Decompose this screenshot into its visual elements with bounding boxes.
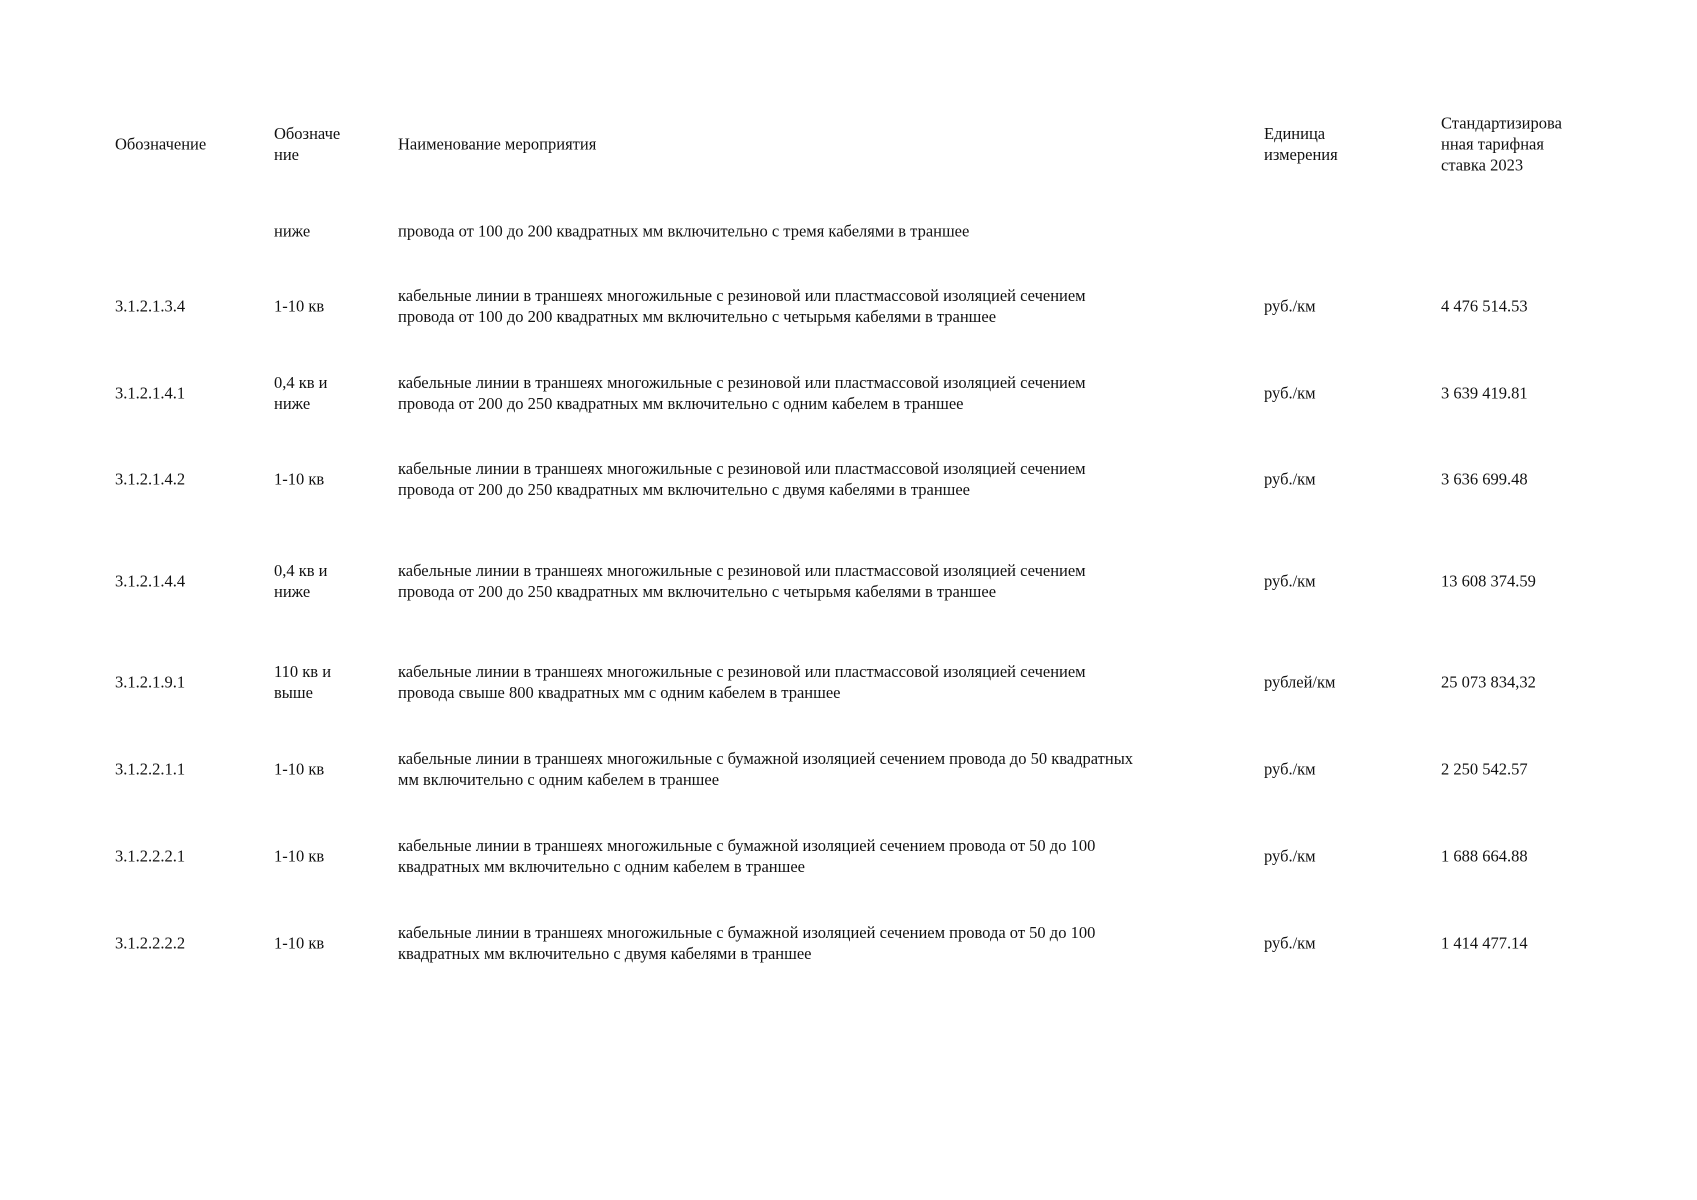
row-activity-name: кабельные линии в траншеях многожильные с резиновой или пластмассовой изоляцией сечением провода от 100 до 200 квадратных мм включительно с четырьмя кабелями в траншее [398,286,1086,326]
row-voltage: 1-10 кв [274,846,325,866]
row-activity-name: провода от 100 до 200 квадратных мм включительно с тремя кабелями в траншее [398,221,970,241]
row-unit: рублей/км [1264,672,1336,692]
row-voltage: ниже [274,221,311,241]
row-unit: руб./км [1264,571,1316,591]
row-voltage: 1-10 кв [274,933,325,953]
row-code: 3.1.2.1.9.1 [115,672,186,692]
row-activity-name: кабельные линии в траншеях многожильные с бумажной изоляцией сечением провода от 50 до 100 квадратных мм включительно с двумя кабелями в траншее [398,923,1096,963]
row-rate: 3 636 699.48 [1441,469,1528,489]
row-code: 3.1.2.1.3.4 [115,296,186,316]
row-activity-name: кабельные линии в траншеях многожильные с резиновой или пластмассовой изоляцией сечением провода свыше 800 квадратных мм с одним кабелем в траншее [398,662,1086,702]
row-unit: руб./км [1264,846,1316,866]
row-voltage: 1-10 кв [274,296,325,316]
row-unit: руб./км [1264,296,1316,316]
row-rate: 4 476 514.53 [1441,296,1528,316]
row-code: 3.1.2.2.1.1 [115,759,186,779]
row-rate: 2 250 542.57 [1441,759,1528,779]
row-code: 3.1.2.2.2.2 [115,933,186,953]
header-designation: Обозначение [115,134,207,154]
row-code: 3.1.2.1.4.1 [115,383,186,403]
row-unit: руб./км [1264,469,1316,489]
row-activity-name: кабельные линии в траншеях многожильные с резиновой или пластмассовой изоляцией сечением провода от 200 до 250 квадратных мм включительно с четырьмя кабелями в траншее [398,561,1086,601]
row-voltage: 0,4 кв и ниже [274,373,328,413]
header-activity-name: Наименование мероприятия [398,134,597,154]
header-voltage: Обозначе ние [274,124,341,164]
row-rate: 1 414 477.14 [1441,933,1528,953]
row-voltage: 110 кв и выше [274,662,332,702]
row-rate: 1 688 664.88 [1441,846,1528,866]
row-code: 3.1.2.1.4.4 [115,571,186,591]
row-voltage: 1-10 кв [274,469,325,489]
row-activity-name: кабельные линии в траншеях многожильные с бумажной изоляцией сечением провода до 50 квадратных мм включительно с одним кабелем в траншее [398,749,1134,789]
row-rate: 3 639 419.81 [1441,383,1528,403]
header-unit: Единица измерения [1264,124,1338,164]
row-rate: 13 608 374.59 [1441,571,1536,591]
row-unit: руб./км [1264,759,1316,779]
header-tariff-rate: Стандартизирова нная тарифная ставка 2023 [1441,113,1562,175]
row-unit: руб./км [1264,383,1316,403]
row-code: 3.1.2.2.2.1 [115,846,186,866]
row-voltage: 0,4 кв и ниже [274,561,328,601]
row-voltage: 1-10 кв [274,759,325,779]
row-activity-name: кабельные линии в траншеях многожильные с бумажной изоляцией сечением провода от 50 до 100 квадратных мм включительно с одним кабелем в траншее [398,836,1096,876]
row-unit: руб./км [1264,933,1316,953]
row-code: 3.1.2.1.4.2 [115,469,186,489]
row-activity-name: кабельные линии в траншеях многожильные с резиновой или пластмассовой изоляцией сечением провода от 200 до 250 квадратных мм включительно с двумя кабелями в траншее [398,459,1086,499]
row-rate: 25 073 834,32 [1441,672,1536,692]
row-activity-name: кабельные линии в траншеях многожильные с резиновой или пластмассовой изоляцией сечением провода от 200 до 250 квадратных мм включительно с одним кабелем в траншее [398,373,1086,413]
